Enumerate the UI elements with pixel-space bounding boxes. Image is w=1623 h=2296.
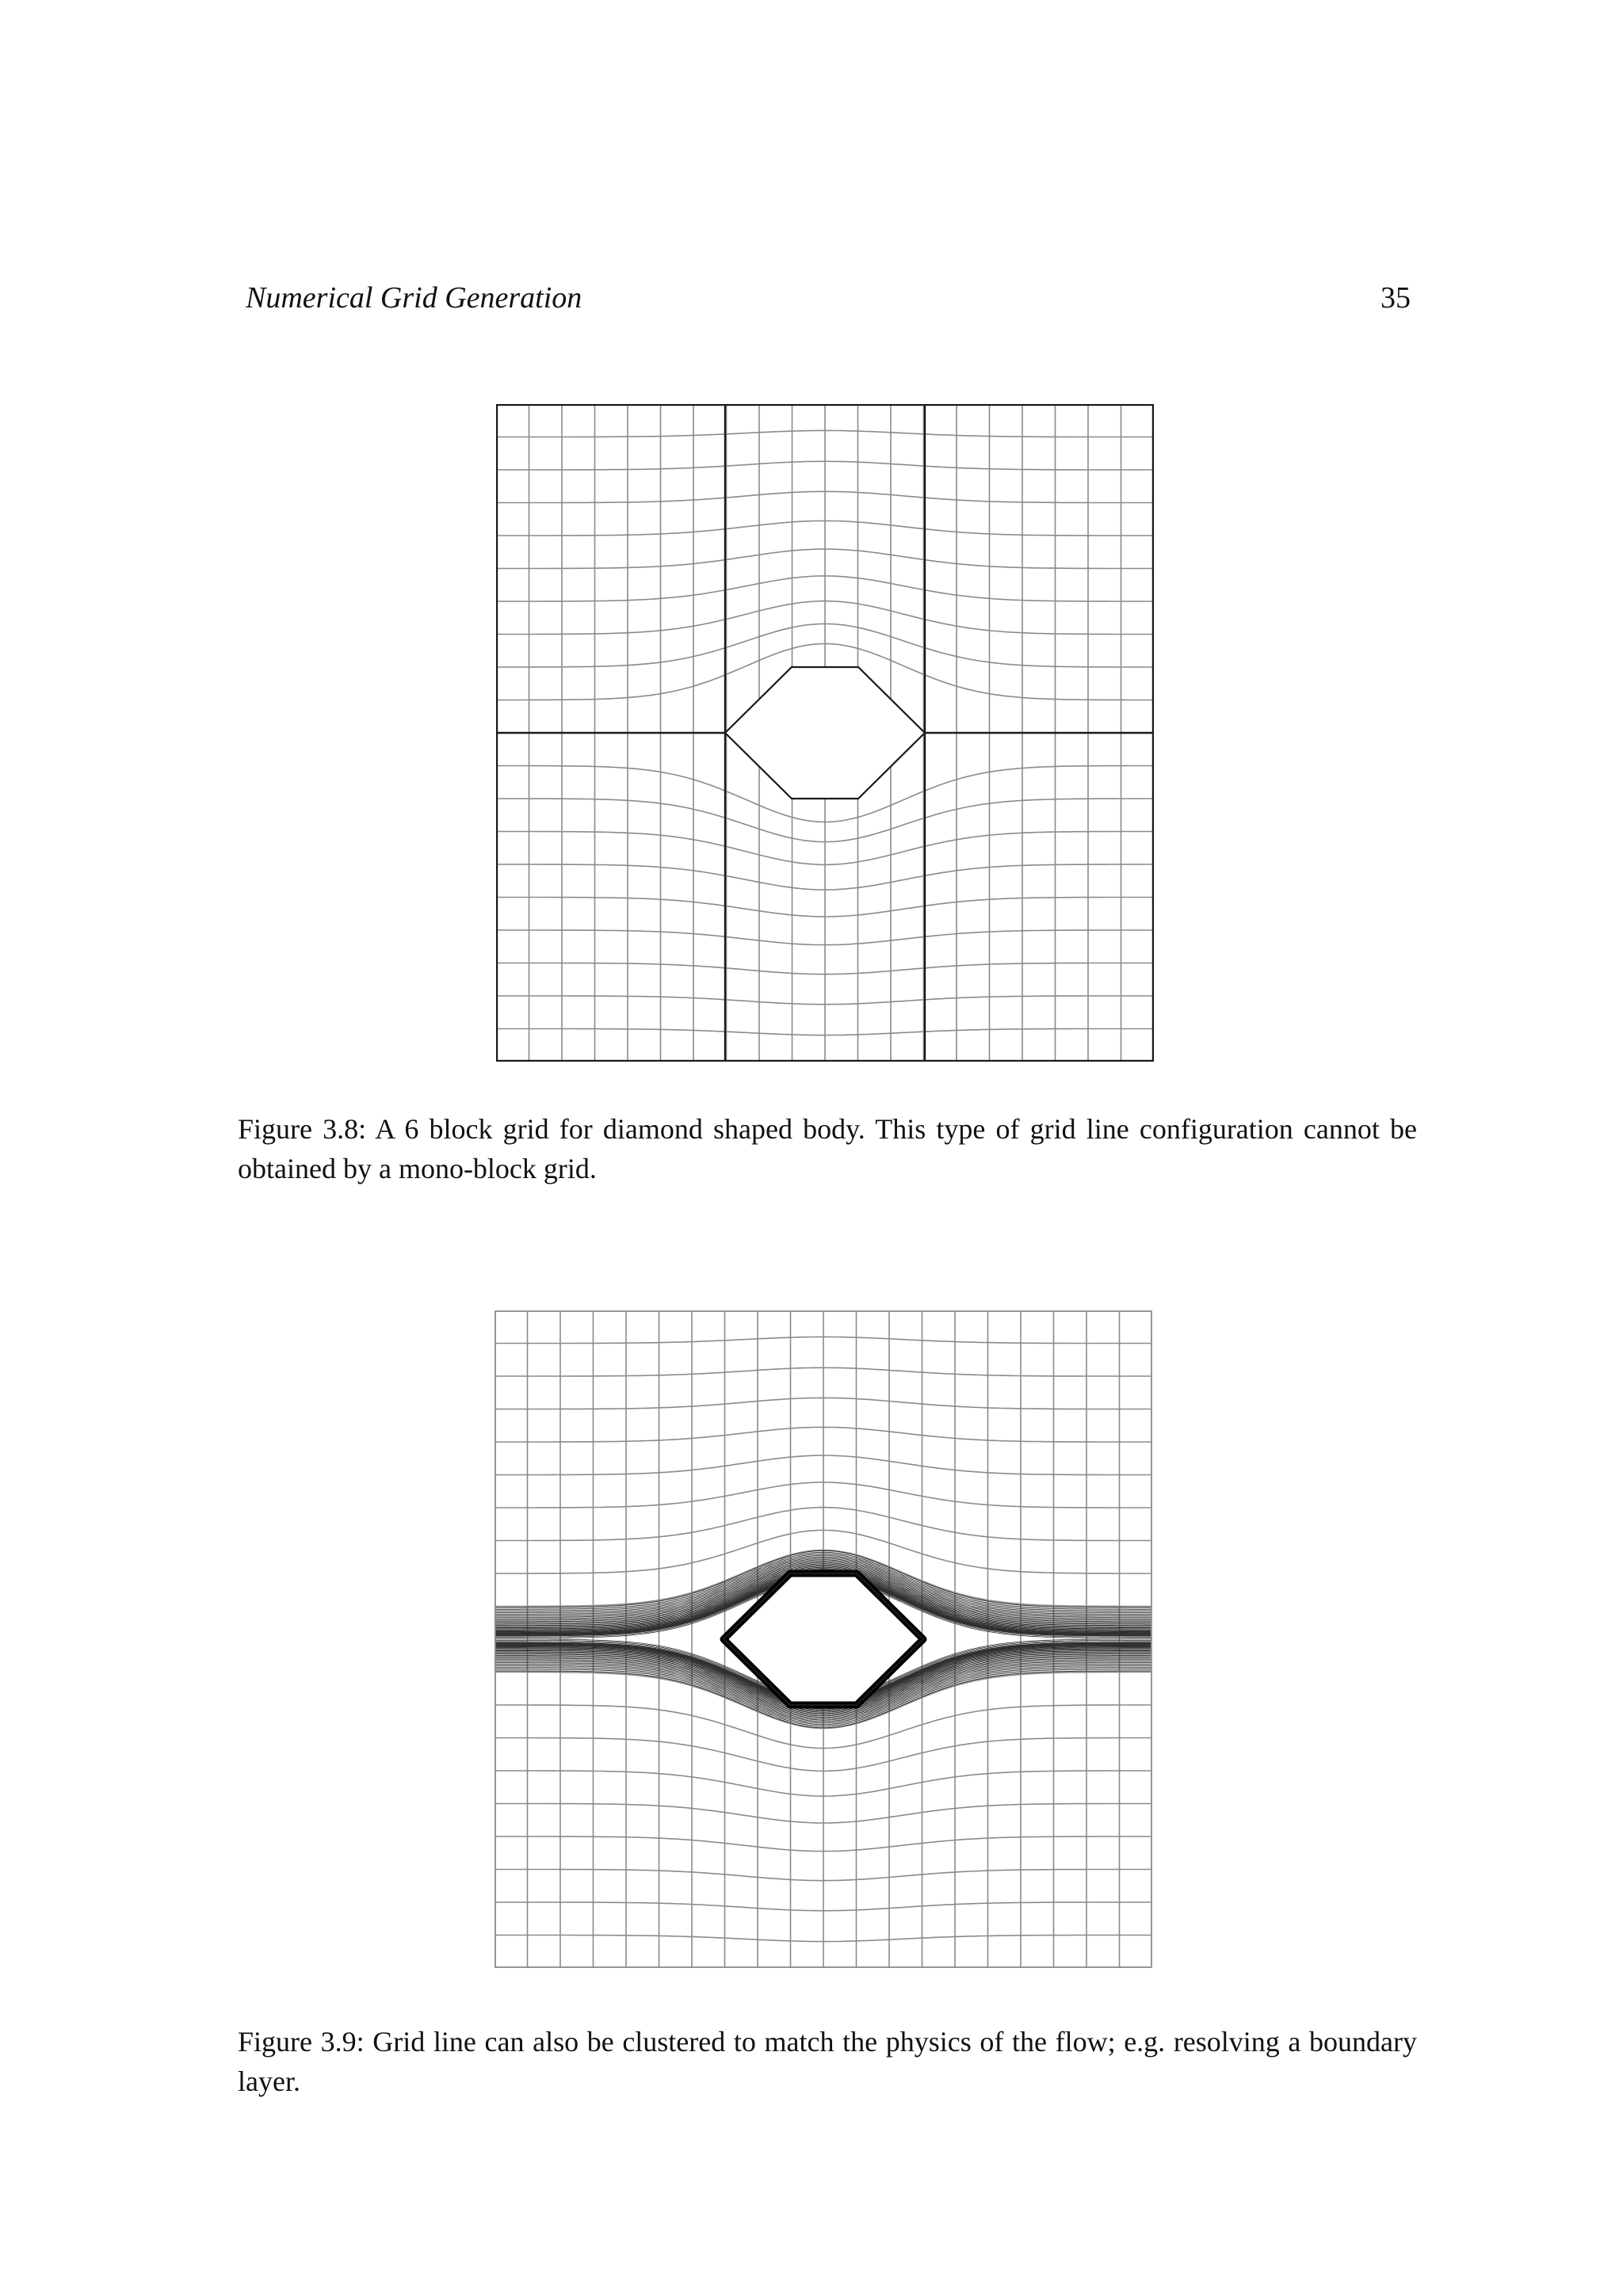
figure-3-9-label: Figure 3.9: <box>238 2026 365 2058</box>
figure-3-9 <box>238 1307 1417 2100</box>
page-number: 35 <box>1381 281 1411 315</box>
figure-3-8-label: Figure 3.8: <box>238 1113 367 1145</box>
figure-3-9-caption <box>238 2022 1417 2101</box>
figure-3-9-grid-diagram <box>495 1310 1152 1968</box>
figure-3-9-caption-text: Grid line can also be clustered to match the physics of the flow; e.g. resolving a boundary layer. <box>238 2026 1418 2097</box>
figure-3-8 <box>238 396 1417 1188</box>
running-title: Numerical Grid Generation <box>246 281 582 311</box>
running-header <box>246 279 1411 317</box>
figure-3-8-caption <box>238 1109 1417 1188</box>
diamond-body-mask <box>725 667 925 799</box>
figure-3-8-grid-diagram <box>496 404 1154 1062</box>
figure-3-8-caption-text: A 6 block grid for diamond shaped body. This type of grid line configuration cannot be obtained by a mono-block grid. <box>238 1113 1417 1184</box>
